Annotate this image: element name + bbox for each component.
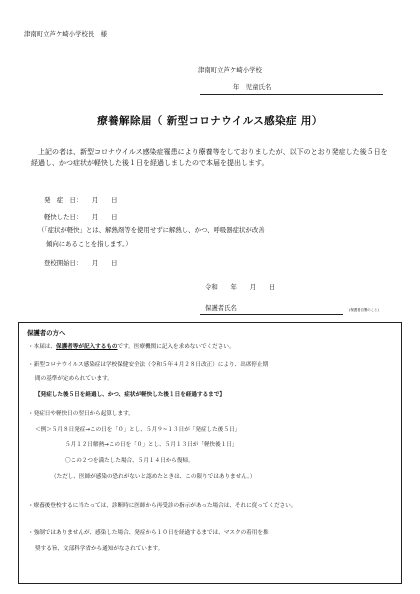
notice-item-3-line1: ・発症日や軽快日の翌日から起算します。 [28,411,134,417]
notice-item-1-pre: ・本届は、 [28,344,56,350]
student-label: 年 児童氏名 [233,83,272,91]
signature-date[interactable]: 令和 年 月 日 [205,283,276,291]
notice-example-1: ＜例＞５月８日発症→この日を「０」とし、５月９~１３日が「発症した後５日」 [35,427,241,433]
guardian-name-label: 保護者氏名 [205,304,237,312]
onset-date-field[interactable]: 発 症 日： 月 日 [44,196,118,204]
notice-item-1-emphasis: 保護者等が記入するもの [55,344,118,350]
notice-item-2-rule: 【発症した後５日を経過し、かつ、症状が軽快した後１日を経過するまで】 [35,392,225,398]
notice-item-1 [28,342,235,353]
notice-heading: 保護者の方へ [27,329,66,337]
notice-item-5-line1: ・強制ではありませんが、感染した場合、発症から１０日を経過するまでは、マスクの着用を推 [28,530,269,536]
return-date-field[interactable]: 登校開始日： 月 日 [44,259,118,267]
notice-example-2: ５月１２日解熱→この日を「０」とし、５月１３日が「軽快後１日」 [65,442,238,448]
student-name-underline [200,94,383,95]
school-name: 津南町立芦ケ崎小学校 [198,66,262,74]
intro-paragraph: 上記の者は、新型コロナウイルス感染症罹患により療養等をしておりましたが、以下のとおり発症した後５日を経過し、かつ症状が軽快した後１日を経過しましたので本届を提出します。 [31,148,388,168]
notice-box [18,322,402,584]
notice-example-3: 〇この２つを満たした場合、５月１４日から復帰。 [65,458,194,464]
notice-item-2-line1: ・新型コロナウイルス感染症は学校保健安全法（令和５年４月２８日改正）により、出席停止期 [28,362,269,368]
definition-note-line2: 傾向にあることを指します。） [46,240,132,248]
page-title: 療養解除届（ 新型コロナウイルス感染症 用） [97,115,323,127]
addressee: 津南町立芦ケ崎小学校長 様 [24,30,108,38]
notice-item-1-post: です。医療機関に記入を求めないでください。 [117,344,235,350]
guardian-name-underline[interactable] [200,314,343,315]
notice-item-5-line2: 奨する旨、文部科学省から通知がなされています。 [35,546,164,552]
notice-example-4: （ただし、医師が感染の恐れがないと認めたときは、この限りではありません。） [51,474,256,480]
notice-item-4: ・療養後登校するに当たっては、診断時に医師から再受診の指示があった場合は、それに従ってください。 [28,503,297,509]
notice-item-2-line2: 間の基準が定められています。 [35,376,113,382]
definition-note-line1: （「症状が軽快」とは、解熱剤等を使用せずに解熱し、かつ、呼吸器症状が改善 [38,226,265,234]
seal-note: (保護者自署のこと) [349,308,379,312]
improved-date-field[interactable]: 軽快した日： 月 日 [44,213,118,221]
